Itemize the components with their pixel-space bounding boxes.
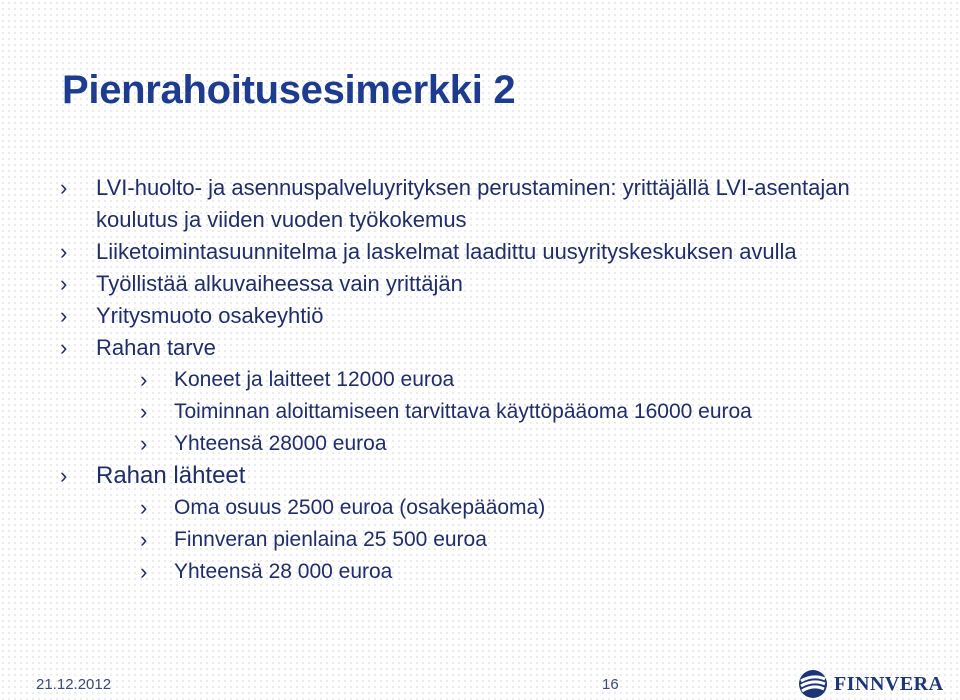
sub-bullet-item: [132, 556, 910, 588]
bullet-marker: ›: [60, 239, 68, 264]
logo-text: FINNVERA: [834, 672, 944, 695]
bullet-item: [60, 460, 910, 588]
bullet-text: Rahan lähteet: [96, 462, 246, 489]
sub-bullet-item: [132, 364, 910, 396]
bullet-marker: ›: [60, 463, 68, 488]
sub-bullet-text: Toiminnan aloittamiseen tarvittava käyttöpääoma 16000 euroa: [174, 400, 752, 423]
sub-bullet-item: [132, 524, 910, 556]
bullet-item: [60, 332, 910, 460]
bullet-text: Yritysmuoto osakeyhtiö: [96, 303, 324, 328]
bullet-item: [60, 268, 910, 300]
sub-bullet-marker: ›: [140, 367, 148, 392]
bullet-item: [60, 172, 910, 236]
bullet-text: LVI-huolto- ja asennuspalveluyrityksen perustaminen: yrittäjällä LVI-asentajan koulutus ja viiden vuoden työkokemus: [96, 175, 850, 232]
sub-bullet-marker: ›: [140, 399, 148, 424]
footer-date: 21.12.2012: [36, 676, 112, 693]
bullet-marker: ›: [60, 271, 68, 296]
bullet-marker: ›: [60, 175, 68, 200]
bullet-marker: ›: [60, 303, 68, 328]
bullet-text: Työllistää alkuvaiheessa vain yrittäjän: [96, 271, 463, 296]
bullet-item: [60, 300, 910, 332]
bullet-list: [60, 172, 910, 588]
sub-bullet-marker: ›: [140, 527, 148, 552]
sub-bullet-item: [132, 428, 910, 460]
bullet-item: [60, 236, 910, 268]
finnvera-logo: [798, 669, 944, 699]
sub-bullet-item: [132, 396, 910, 428]
page-number: 16: [602, 676, 619, 693]
sub-bullet-text: Yhteensä 28 000 euroa: [174, 560, 393, 583]
sub-bullet-marker: ›: [140, 495, 148, 520]
finnvera-logo-icon: [798, 669, 828, 699]
slide-title: Pienrahoitusesimerkki 2: [62, 68, 516, 112]
sub-bullet-list: [96, 364, 910, 460]
sub-bullet-text: Finnveran pienlaina 25 500 euroa: [174, 528, 487, 551]
sub-bullet-text: Yhteensä 28000 euroa: [174, 432, 387, 455]
sub-bullet-item: [132, 492, 910, 524]
sub-bullet-text: Koneet ja laitteet 12000 euroa: [174, 368, 455, 391]
sub-bullet-marker: ›: [140, 431, 148, 456]
sub-bullet-marker: ›: [140, 559, 148, 584]
bullet-text: Liiketoimintasuunnitelma ja laskelmat laadittu uusyrityskeskuksen avulla: [96, 239, 797, 264]
sub-bullet-list: [96, 492, 910, 588]
sub-bullet-text: Oma osuus 2500 euroa (osakepääoma): [174, 496, 546, 519]
bullet-marker: ›: [60, 335, 68, 360]
bullet-text: Rahan tarve: [96, 335, 216, 360]
